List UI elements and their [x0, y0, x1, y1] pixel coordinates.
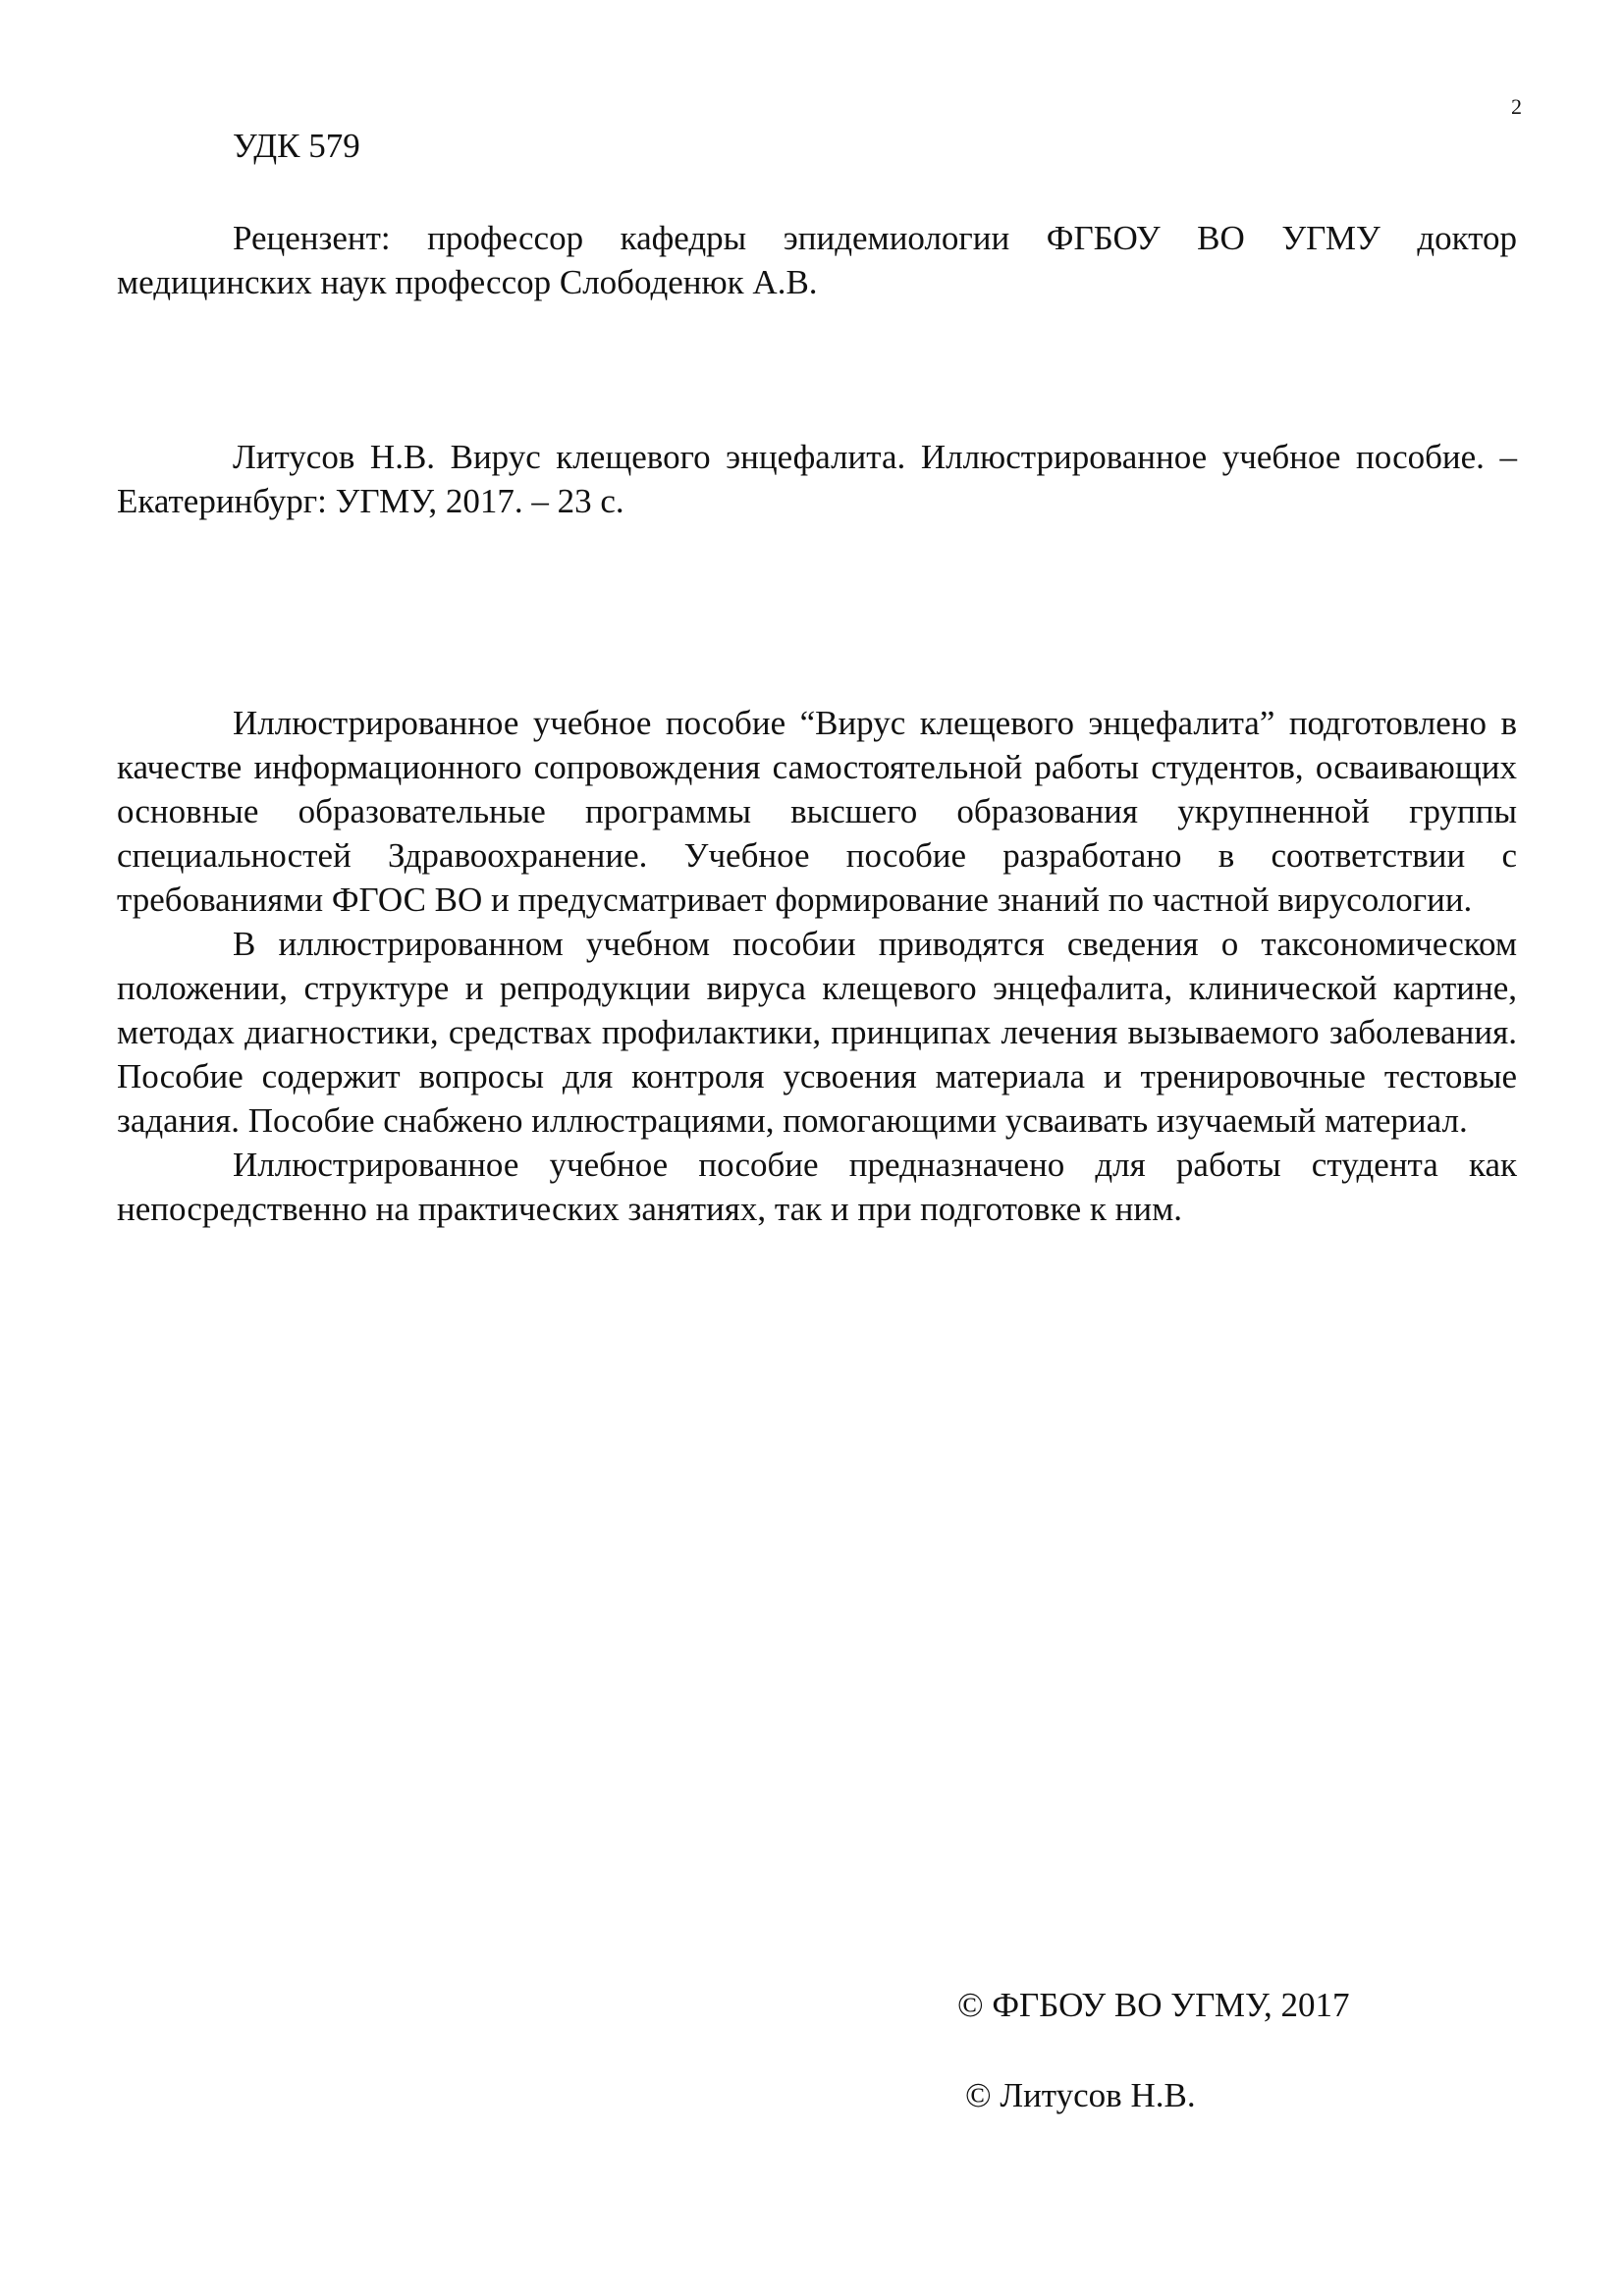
citation-block	[117, 435, 1517, 523]
copyright-author: © Литусов Н.В.	[965, 2076, 1196, 2114]
reviewer-text: Рецензент: профессор кафедры эпидемиологии ФГБОУ ВО УГМУ доктор медицинских наук профессор Слободенюк А.В.	[117, 219, 1517, 301]
reviewer-block	[117, 216, 1517, 304]
annotation-paragraph-3: Иллюстрированное учебное пособие предназначено для работы студента как непосредственно на практических занятиях, так и при подготовке к ним.	[117, 1146, 1517, 1228]
annotation-block	[117, 701, 1517, 1231]
copyright-institution: © ФГБОУ ВО УГМУ, 2017	[957, 1986, 1350, 2024]
page-number: 2	[1511, 94, 1522, 119]
udk-code: УДК 579	[233, 127, 360, 165]
annotation-paragraph-2: В иллюстрированном учебном пособии приводятся сведения о таксономическом положении, структуре и репродукции вируса клещевого энцефалита, клинической картине, методах диагностики, средствах профилактики, принципах лечения вызываемого заболевания. Пособие содержит вопросы для контроля усвоения материала и тренировочные тестовые задания. Пособие снабжено иллюстрациями, помогающими усваивать изучаемый материал.	[117, 925, 1517, 1140]
bibliographic-citation: Литусов Н.В. Вирус клещевого энцефалита. Иллюстрированное учебное пособие. – Екатеринбург: УГМУ, 2017. – 23 с.	[117, 438, 1517, 520]
annotation-paragraph-1: Иллюстрированное учебное пособие “Вирус клещевого энцефалита” подготовлено в качестве информационного сопровождения самостоятельной работы студентов, осваивающих основные образовательные программы высшего образования укрупненной группы специальностей Здравоохранение. Учебное пособие разработано в соответствии с требованиями ФГОС ВО и предусматривает формирование знаний по частной вирусологии.	[117, 704, 1517, 919]
